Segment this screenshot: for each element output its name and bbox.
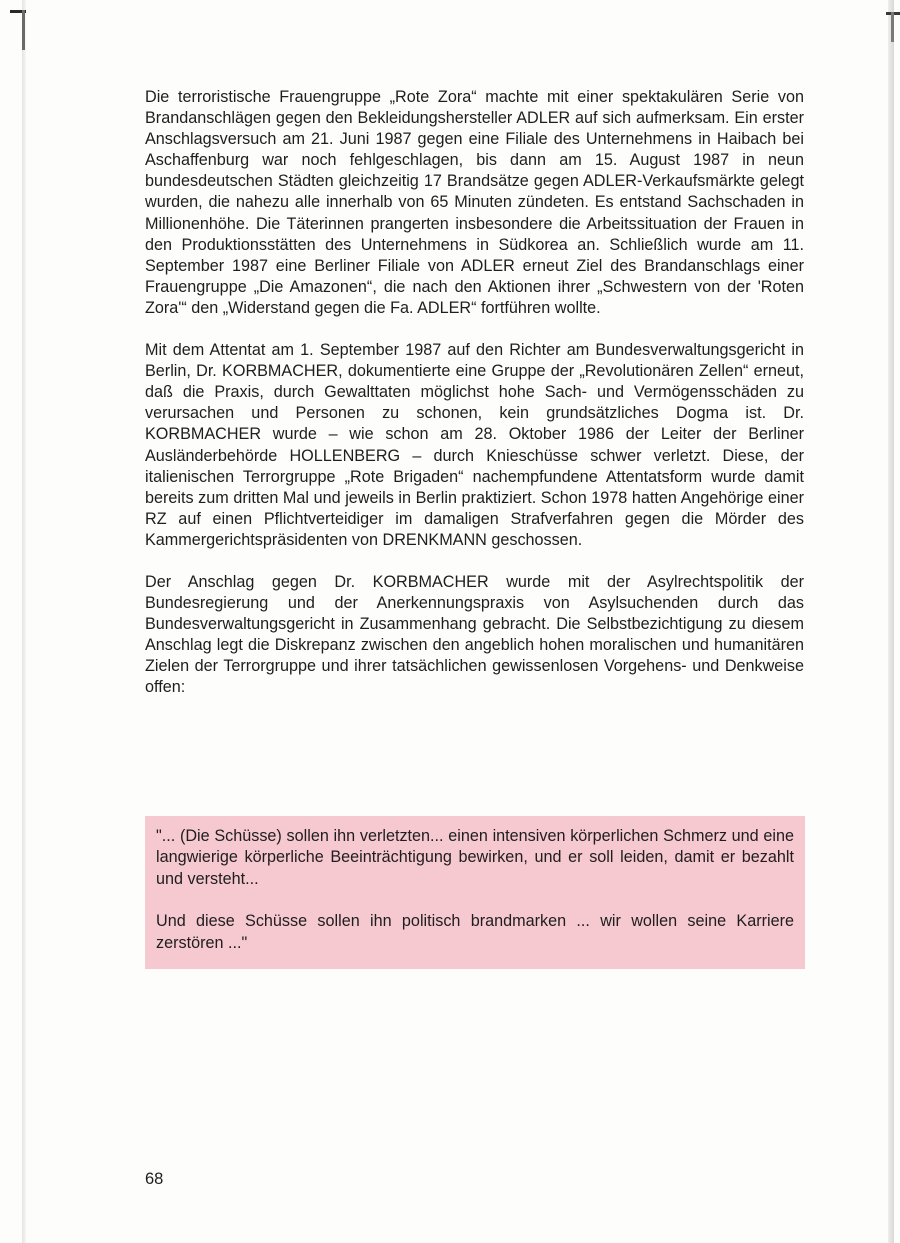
scan-left-edge (22, 0, 26, 1243)
paragraph-korbmacher-attentat: Mit dem Attentat am 1. September 1987 auf den Richter am Bundesverwaltungsgericht in Berlin, Dr. KORBMACHER, dokumentierte eine Gruppe der „Revolutionären Zellen“ erneut, daß die Praxis, durch Gewalttaten möglichst hohe Sach- und Vermögensschäden zu verursachen und Personen zu schonen, kein grundsätzliches Dogma ist. Dr. KORBMACHER wurde – wie schon am 28. Oktober 1986 der Leiter der Berliner Ausländerbehörde HOLLENBERG – durch Knieschüsse schwer verletzt. Diese, der italienischen Terrorgruppe „Rote Brigaden“ nachempfundene Attentatsform wurde damit bereits zum dritten Mal und jeweils in Berlin praktiziert. Schon 1978 hatten Angehörige einer RZ auf einen Pflichtverteidiger im damaligen Strafverfahren gegen die Mörder des Kammergerichtspräsidenten von DRENKMANN geschossen. (145, 341, 804, 549)
quote-box (145, 816, 805, 969)
quote-paragraph: "... (Die Schüsse) sollen ihn verletzten... einen intensiven körperlichen Schmerz und eine langwierige körperliche Beeinträchtigung bewirken, und er soll leiden, damit er bezahlt und versteht... (156, 827, 794, 888)
paragraph-rote-zora: Die terroristische Frauengruppe „Rote Zora“ machte mit einer spektakulären Serie von Brandanschlägen gegen den Bekleidungshersteller ADLER auf sich aufmerksam. Ein erster Anschlagsversuch am 21. Juni 1987 gegen eine Filiale des Unternehmens in Haibach bei Aschaffenburg war noch fehlgeschlagen, bis dann am 15. August 1987 in neun bundesdeutschen Städten gleichzeitig 17 Brandsätze gegen ADLER-Verkaufsmärkte gelegt wurden, die nahezu alle innerhalb von 65 Minuten zündeten. Es entstand Sachschaden in Millionenhöhe. Die Täterinnen prangerten insbesondere die Arbeitssituation der Frauen in den Produktionsstätten des Unternehmens in Südkorea an. Schließlich wurde am 11. September 1987 eine Berliner Filiale von ADLER erneut Ziel des Brandanschlags einer Frauengruppe „Die Amazonen“, die nach den Aktionen ihrer „Schwestern von der 'Roten Zora'“ den „Widerstand gegen die Fa. ADLER“ fortführen wollte. (145, 88, 804, 317)
body-text (145, 87, 804, 699)
paragraph-korbmacher-anschlag: Der Anschlag gegen Dr. KORBMACHER wurde mit der Asylrechtspolitik der Bundesregierung und der Anerkennungspraxis von Asylsuchenden durch das Bundesverwaltungsgericht in Zusammenhang gebracht. Die Selbstbezichtigung zu diesem Anschlag legt die Diskrepanz zwischen den angeblich hohen moralischen und humanitären Zielen der Terrorgruppe und ihrer tatsächlichen gewissenlosen Vorgehens- und Denkweise offen: (145, 572, 804, 697)
page-number: 68 (145, 1170, 164, 1188)
scan-right-edge (888, 0, 894, 1243)
scan-corner-mark-right-vertical (891, 12, 894, 42)
scan-corner-mark-left-vertical (22, 10, 25, 50)
quote-paragraph: Und diese Schüsse sollen ihn politisch brandmarken ... wir wollen seine Karriere zerstören ..." (156, 912, 794, 952)
